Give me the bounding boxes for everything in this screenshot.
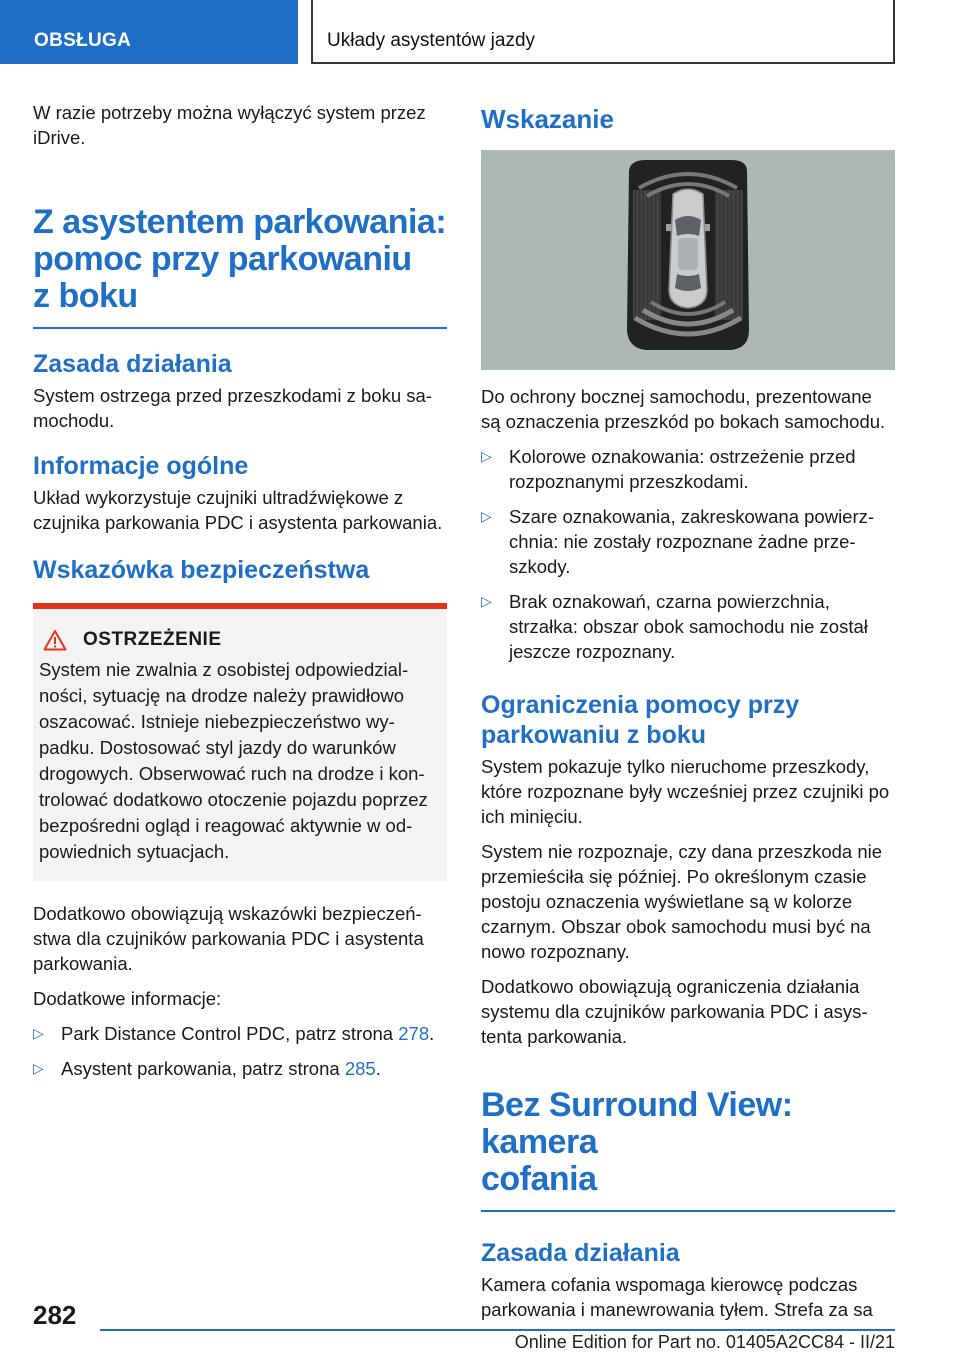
list-item — [481, 504, 895, 579]
list-item-text: Asystent parkowania, patrz strona — [61, 1058, 345, 1079]
footer-divider — [100, 1329, 895, 1331]
list-item — [481, 589, 895, 664]
section-title-line: Z asystentem parkowania: — [33, 203, 447, 241]
display-text: Do ochrony bocznej samochodu, prezentowane są oznaczenia przeszkód po bokach samochodu. — [481, 386, 886, 432]
section-divider — [481, 1210, 895, 1212]
warning-text: System nie zwalnia z osobistej odpowiedzialności, sytuację na drodze należy prawidłowo oszacować. Istnieje niebezpieczeństwo wypadku. Dostosować styl jazdy do warunków drogowych. Obserwować ruch na drodze i kontrolować dodatkowo otoczenie pojazdu poprzez bezpośredni ogląd i reagować aktywnie w odpowiednich sytuacjach. — [39, 659, 428, 862]
general-info-text: Układ wykorzystuje czujniki ultradźwiękowe z czujnika parkowania PDC i asystenta parkowania. — [33, 487, 443, 533]
page-number: 282 — [33, 1300, 77, 1330]
warning-box — [33, 603, 447, 881]
section-title — [33, 204, 447, 315]
bullet-triangle-icon: ▷ — [481, 448, 492, 464]
header-section-tab: OBSŁUGA — [0, 0, 298, 64]
left-column — [33, 100, 447, 1091]
warning-title: OSTRZEŻENIE — [83, 629, 222, 650]
principle-text: System ostrzega przed przeszkodami z boku samochodu. — [33, 385, 432, 431]
safety-heading: Wskazówka bezpieczeństwa — [33, 556, 370, 584]
display-bullet-list — [481, 444, 895, 664]
camera-section-title-line: cofania — [481, 1160, 597, 1198]
general-info-heading: Informacje ogólne — [33, 452, 249, 480]
list-item — [33, 1056, 447, 1081]
section-title-line: z boku — [33, 277, 138, 315]
camera-principle-heading: Zasada działania — [481, 1239, 680, 1267]
page-link-278[interactable]: 278 — [398, 1023, 430, 1044]
list-item-text: Szare oznakowania, zakreskowana powierzchnia: nie zostały rozpoznane żadne przeszkody. — [509, 506, 875, 577]
right-column — [481, 100, 895, 1332]
section-title-line: pomoc przy parkowaniu — [33, 240, 412, 278]
parking-assist-illustration — [481, 150, 895, 370]
page-link-285[interactable]: 285 — [344, 1058, 376, 1079]
limits-paragraph: Dodatkowo obowiązują ograniczenia działania systemu dla czujników parkowania PDC i asystenta parkowania. — [481, 976, 868, 1047]
camera-section-title — [481, 1087, 895, 1198]
warning-header — [39, 629, 439, 651]
more-info-list — [33, 1021, 447, 1081]
list-item-end: . — [429, 1023, 435, 1044]
list-item — [33, 1021, 447, 1046]
car-top-view-icon — [481, 150, 895, 370]
bullet-triangle-icon: ▷ — [481, 508, 492, 524]
list-item-text: Park Distance Control PDC, patrz strona — [61, 1023, 399, 1044]
bullet-triangle-icon: ▷ — [481, 593, 492, 609]
display-heading: Wskazanie — [481, 104, 614, 134]
bullet-triangle-icon: ▷ — [33, 1060, 44, 1076]
camera-section-title-line: Bez Surround View: kamera — [481, 1086, 793, 1161]
more-info-label: Dodatkowe informacje: — [33, 988, 222, 1009]
section-divider — [33, 327, 447, 329]
bullet-triangle-icon: ▷ — [33, 1025, 44, 1041]
limits-heading — [481, 690, 895, 750]
additional-notes: Dodatkowo obowiązują wskazówki bezpieczeństwa dla czujników parkowania PDC i asystenta parkowania. — [33, 903, 424, 974]
limits-heading-line: Ograniczenia pomocy przy — [481, 691, 800, 719]
list-item-text: Brak oznakowań, czarna powierzchnia, strzałka: obszar obok samochodu nie został jeszcze rozpoznany. — [509, 591, 868, 662]
principle-heading: Zasada działania — [33, 350, 232, 378]
intro-text: W razie potrzeby można wyłączyć system przez iDrive. — [33, 102, 426, 148]
warning-triangle-icon — [43, 629, 67, 651]
edition-info: Online Edition for Part no. 01405A2CC84 - II/21 — [514, 1332, 895, 1352]
camera-principle-text: Kamera cofania wspomaga kierowcę podczas parkowania i manewrowania tyłem. Strefa za sa — [481, 1274, 873, 1320]
list-item-end: . — [375, 1058, 381, 1079]
limits-heading-line: parkowaniu z boku — [481, 721, 707, 749]
header-chapter-title: Układy asystentów jazdy — [311, 0, 895, 64]
limits-paragraph: System pokazuje tylko nieruchome przeszkody, które rozpoznane były wcześniej przez czujniki po ich minięciu. — [481, 756, 890, 827]
list-item — [481, 444, 895, 494]
limits-paragraph: System nie rozpoznaje, czy dana przeszkoda nie przemieściła się później. Po określonym czasie postoju oznaczenia wyświetlane są w kolorze czarnym. Obszar obok samochodu musi być na nowo rozpoznany. — [481, 841, 883, 962]
list-item-text: Kolorowe oznakowania: ostrzeżenie przed rozpoznanymi przeszkodami. — [509, 446, 856, 492]
